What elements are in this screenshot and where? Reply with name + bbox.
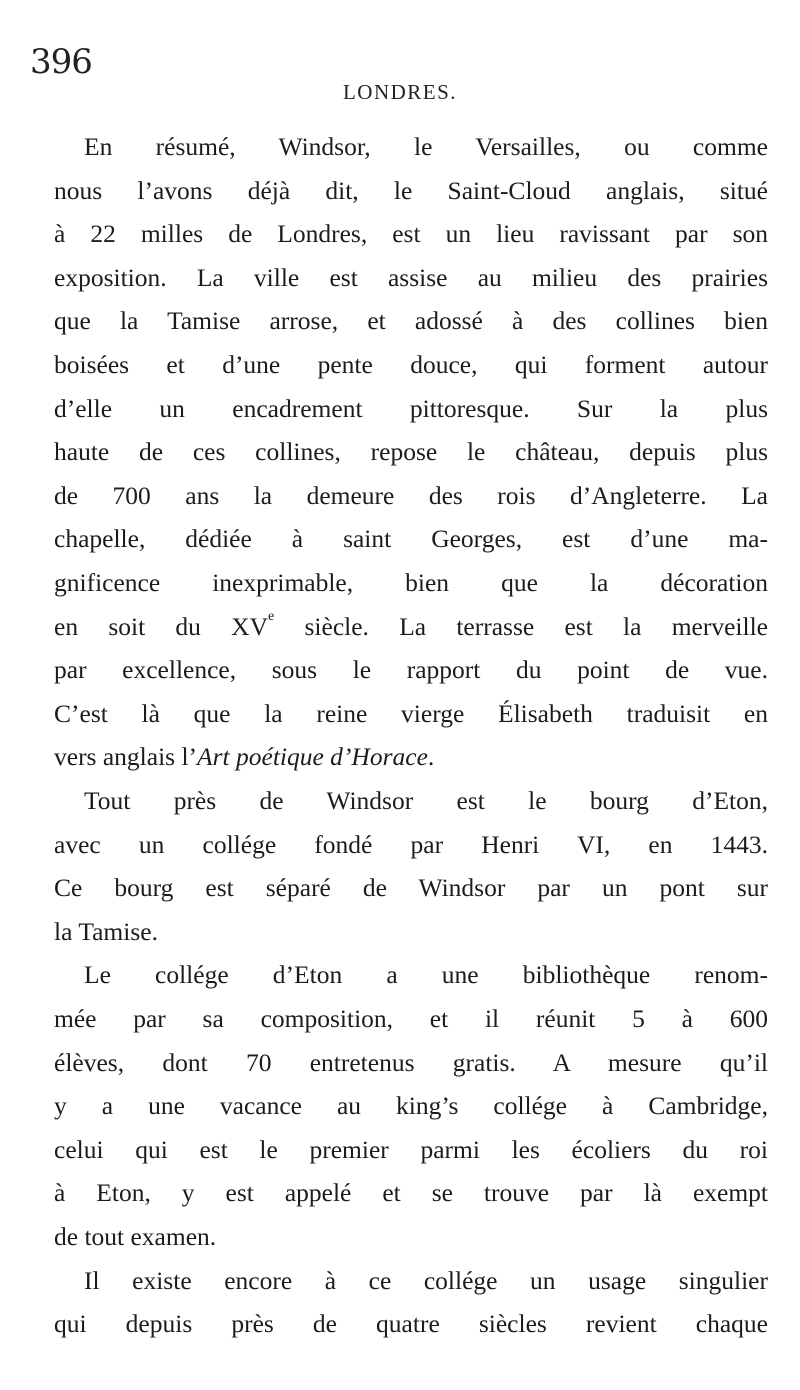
- text-line: de tout examen.: [54, 1222, 217, 1251]
- text-line: Le collége d’Eton a une bibliothèque renom-: [84, 960, 768, 990]
- text-line: élèves, dont 70 entretenus gratis. A mesure qu’il: [54, 1047, 768, 1077]
- text-line: gnificence inexprimable, bien que la décoration: [54, 568, 768, 597]
- text-line: que la Tamise arrose, et adossé à des collines bien: [54, 306, 768, 336]
- text-line: par excellence, sous le rapport du point de vue.: [54, 655, 768, 685]
- text-line: à 22 milles de Londres, est un lieu ravissant par son: [54, 219, 768, 249]
- page-number: 396: [30, 42, 92, 82]
- text-line: qui depuis près de quatre siècles revient chaque: [54, 1309, 768, 1339]
- text-line: celui qui est le premier parmi les écoliers du roi: [54, 1134, 768, 1164]
- text-line: de 700 ans la demeure des rois d’Angleterre. La: [54, 480, 768, 510]
- text-line: haute de ces collines, repose le château, depuis plus: [54, 437, 768, 467]
- text-line: [54, 734, 768, 779]
- text-line: à Eton, y est appelé et se trouve par là exempt: [54, 1178, 768, 1208]
- text-line: chapelle, dédiée à saint Georges, est d’une ma-: [54, 524, 768, 554]
- text-segment: siècle. La terrasse est la merveille: [274, 611, 769, 641]
- text-segment: en soit du XV: [54, 611, 269, 641]
- text-segment: vers anglais l’: [54, 742, 198, 772]
- text-line: Ce bourg est séparé de Windsor par un pont sur: [54, 873, 768, 903]
- text-line: nous l’avons déjà dit, le Saint-Cloud anglais, situé: [54, 175, 768, 205]
- italic-title: Art poétique d’Horace: [197, 742, 428, 772]
- text-line: mée par sa composition, et il réunit 5 à 600: [54, 1004, 768, 1033]
- text-line: Il existe encore à ce collége un usage singulier: [84, 1265, 768, 1295]
- text-line: d’elle un encadrement pittoresque. Sur la plus: [54, 393, 768, 423]
- superscript: e: [268, 608, 275, 624]
- text-line: avec un collége fondé par Henri VI, en 1443.: [54, 829, 768, 859]
- text-line: [54, 604, 768, 649]
- text-segment: .: [427, 742, 435, 772]
- text-line: En résumé, Windsor, le Versailles, ou comme: [84, 132, 768, 161]
- text-line: exposition. La ville est assise au milieu des prairies: [54, 262, 768, 292]
- text-line: C’est là que la reine vierge Élisabeth traduisit en: [54, 698, 768, 728]
- text-line: la Tamise.: [54, 916, 158, 946]
- text-line: boisées et d’une pente douce, qui forment autour: [54, 350, 768, 379]
- running-title: LONDRES.: [342, 80, 458, 104]
- text-line: y a une vacance au king’s collége à Cambridge,: [54, 1091, 768, 1121]
- text-line: Tout près de Windsor est le bourg d’Eton,: [84, 786, 768, 815]
